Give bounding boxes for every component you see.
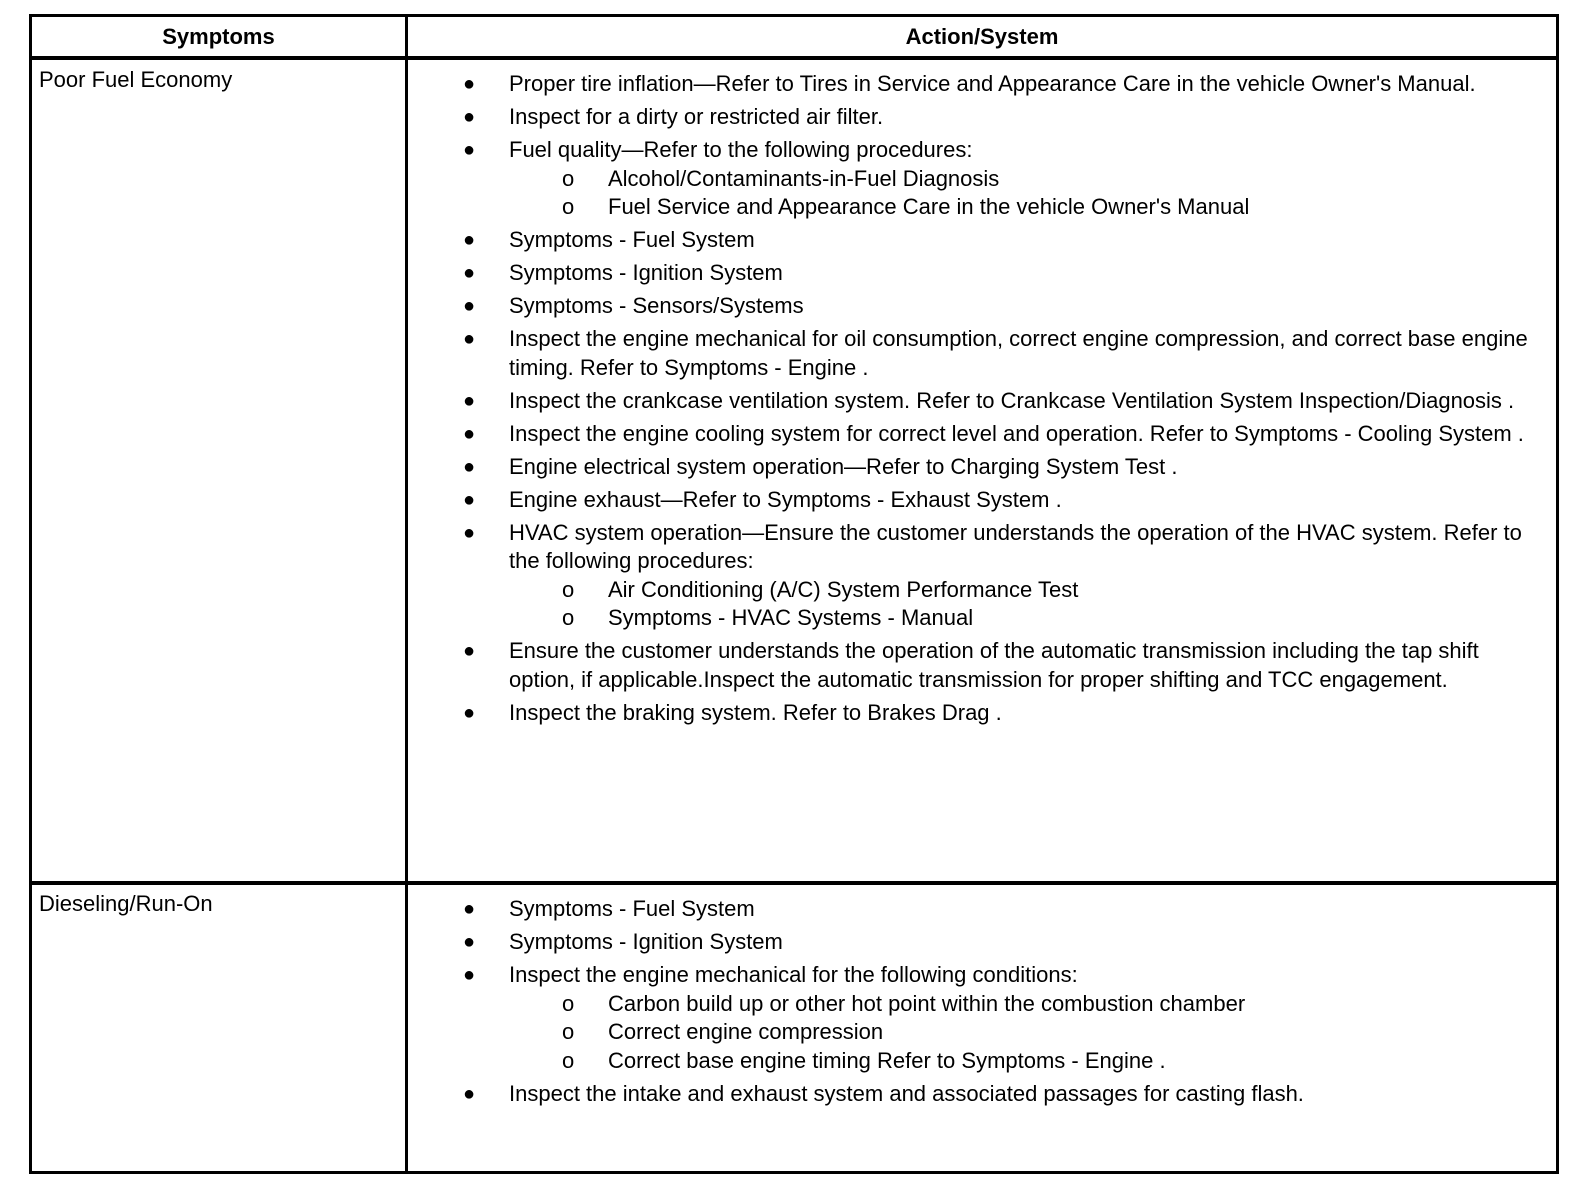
action-item xyxy=(408,103,1556,132)
action-item xyxy=(408,961,1556,1075)
symptoms-table xyxy=(29,14,1559,1174)
action-subitem-text: Carbon build up or other hot point within the combustion chamber xyxy=(608,990,1246,1016)
action-item-text: Symptoms - Sensors/Systems xyxy=(509,293,804,318)
row-divider xyxy=(32,881,1556,885)
action-subitem xyxy=(408,1047,1544,1076)
action-subitem-text: Correct engine compression xyxy=(608,1019,884,1044)
bullet-icon: ● xyxy=(463,964,476,986)
action-subitem-text: Fuel Service and Appearance Care in the vehicle Owner's Manual xyxy=(608,194,1250,219)
bullet-icon: ● xyxy=(463,488,476,511)
action-item-text: Symptoms - Fuel System xyxy=(509,227,755,252)
sub-bullet-icon: o xyxy=(562,165,575,191)
bullet-icon: ● xyxy=(463,389,476,412)
sub-bullet-icon: o xyxy=(562,1047,575,1073)
action-subitem xyxy=(408,990,1544,1019)
action-item-text: Engine electrical system operation—Refer to Charging System Test . xyxy=(509,453,1178,479)
bullet-icon: ● xyxy=(463,931,476,953)
sub-bullet-icon: o xyxy=(562,576,575,602)
action-subitem xyxy=(408,165,1544,194)
sub-bullet-icon: o xyxy=(562,1019,575,1044)
action-item-text: Ensure the customer understands the operation of the automatic transmission including the tap shift option, if applicable.Inspect the automatic transmission for proper shifting and TCC engagement. xyxy=(509,638,1479,692)
action-item xyxy=(408,387,1556,416)
action-cell xyxy=(408,895,1556,1113)
action-item xyxy=(408,325,1556,382)
column-header-action-system: Action/System xyxy=(905,24,1059,49)
action-subitem xyxy=(408,576,1544,605)
action-item-text: Inspect the braking system. Refer to Brakes Drag . xyxy=(509,699,1002,725)
bullet-icon: ● xyxy=(463,898,476,920)
bullet-icon: ● xyxy=(463,295,476,317)
action-subitem xyxy=(408,193,1544,222)
bullet-icon: ● xyxy=(463,521,476,544)
symptom-cell: Dieseling/Run-On xyxy=(39,891,213,916)
bullet-icon: ● xyxy=(463,455,476,478)
bullet-icon: ● xyxy=(463,701,476,724)
sub-bullet-icon: o xyxy=(562,194,575,219)
bullet-icon: ● xyxy=(463,328,476,350)
bullet-icon: ● xyxy=(463,139,476,161)
action-item xyxy=(408,292,1556,321)
action-item xyxy=(408,420,1556,449)
column-header-symptoms: Symptoms xyxy=(162,24,275,49)
bullet-icon: ● xyxy=(463,106,476,128)
action-item xyxy=(408,486,1556,515)
action-cell xyxy=(408,70,1556,732)
action-subitem-text: Correct base engine timing Refer to Symptoms - Engine . xyxy=(608,1047,1166,1073)
action-item-text: Fuel quality—Refer to the following procedures: xyxy=(509,137,973,162)
action-item xyxy=(408,259,1556,288)
action-item-text: Symptoms - Ignition System xyxy=(509,260,783,285)
action-subitem-text: Symptoms - HVAC Systems - Manual xyxy=(608,605,974,630)
action-subitem xyxy=(408,604,1544,633)
action-item-text: Inspect for a dirty or restricted air filter. xyxy=(509,104,884,129)
action-item-text: Inspect the crankcase ventilation system. Refer to Crankcase Ventilation System Inspection/Diagnosis . xyxy=(509,387,1515,413)
action-item-text: Symptoms - Fuel System xyxy=(509,896,755,921)
action-item-text: HVAC system operation—Ensure the customer understands the operation of the HVAC system. Refer to the following procedures: xyxy=(509,519,1522,573)
action-item xyxy=(408,70,1556,99)
action-subitem-text: Air Conditioning (A/C) System Performance Test xyxy=(608,576,1079,602)
bullet-icon: ● xyxy=(463,229,476,251)
action-item xyxy=(408,637,1556,694)
bullet-icon: ● xyxy=(463,1082,476,1105)
bullet-icon: ● xyxy=(463,262,476,284)
action-item xyxy=(408,699,1556,728)
action-item xyxy=(408,226,1556,255)
action-item xyxy=(408,895,1556,924)
sub-bullet-icon: o xyxy=(562,605,575,630)
bullet-icon: ● xyxy=(463,640,476,662)
sub-bullet-icon: o xyxy=(562,990,575,1016)
header-divider xyxy=(32,56,1556,60)
action-subitem xyxy=(408,1018,1544,1047)
action-item xyxy=(408,928,1556,957)
action-item-text: Inspect the intake and exhaust system and associated passages for casting flash. xyxy=(509,1080,1304,1106)
action-item xyxy=(408,453,1556,482)
action-item-text: Inspect the engine mechanical for the following conditions: xyxy=(509,962,1078,987)
action-item xyxy=(408,1080,1556,1109)
action-item-text: Engine exhaust—Refer to Symptoms - Exhaust System . xyxy=(509,486,1062,512)
action-item xyxy=(408,519,1556,633)
bullet-icon: ● xyxy=(463,73,476,95)
action-item-text: Symptoms - Ignition System xyxy=(509,929,783,954)
action-item-text: Proper tire inflation—Refer to Tires in Service and Appearance Care in the vehicle Owner's Manual. xyxy=(509,71,1476,96)
action-subitem-text: Alcohol/Contaminants-in-Fuel Diagnosis xyxy=(608,165,1000,191)
symptom-cell: Poor Fuel Economy xyxy=(39,67,233,92)
action-item-text: Inspect the engine cooling system for correct level and operation. Refer to Symptoms - Cooling System . xyxy=(509,420,1524,446)
action-item xyxy=(408,136,1556,222)
action-item-text: Inspect the engine mechanical for oil consumption, correct engine compression, and correct base engine timing. Refer to Symptoms - Engine . xyxy=(509,326,1528,380)
bullet-icon: ● xyxy=(463,422,476,445)
